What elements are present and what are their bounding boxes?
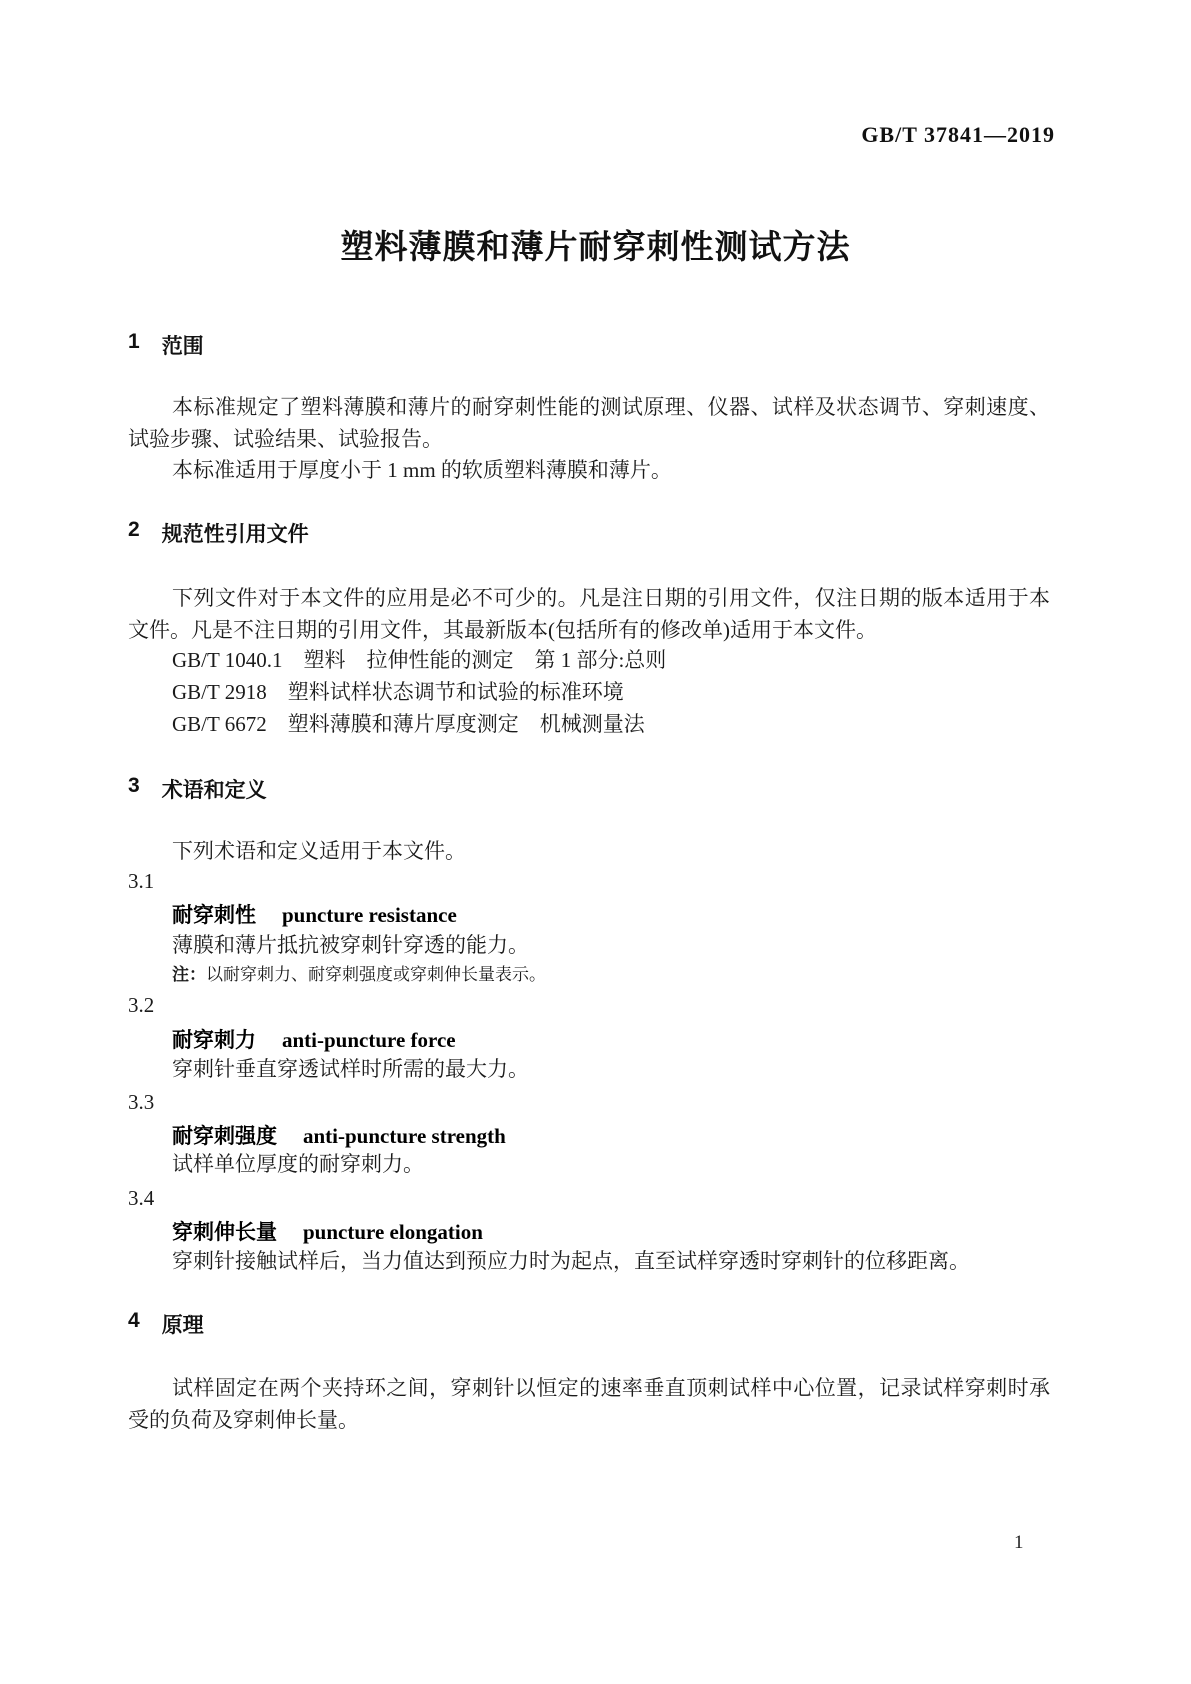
term-3-1-definition: 薄膜和薄片抵抗被穿刺针穿透的能力。 [172, 933, 529, 957]
section-4-title: 原理 [161, 1314, 204, 1337]
term-3-2-definition: 穿刺针垂直穿透试样时所需的最大力。 [172, 1057, 529, 1081]
section-3-heading [128, 774, 267, 804]
page-number: 1 [1014, 1532, 1024, 1553]
term-3-2-zh: 耐穿刺力 [172, 1029, 256, 1052]
section-4-number: 4 [128, 1309, 140, 1332]
section-1-paragraph-2: 本标准适用于厚度小于 1 mm 的软质塑料薄膜和薄片。 [172, 458, 672, 482]
section-2-paragraph-1: 下列文件对于本文件的应用是必不可少的。凡是注日期的引用文件，仅注日期的版本适用于本文件。凡是不注日期的引用文件，其最新版本(包括所有的修改单)适用于本文件。 [128, 586, 1050, 642]
term-3-4-zh: 穿刺伸长量 [172, 1221, 277, 1244]
document-title: 塑料薄膜和薄片耐穿刺性测试方法 [340, 228, 851, 265]
section-4-paragraph-1: 试样固定在两个夹持环之间，穿刺针以恒定的速率垂直顶刺试样中心位置，记录试样穿刺时承受的负荷及穿刺伸长量。 [128, 1376, 1050, 1432]
section-2-number: 2 [128, 518, 140, 541]
reference-gbt-6672: GB/T 6672 塑料薄膜和薄片厚度测定 机械测量法 [172, 712, 645, 736]
term-3-2-en: anti-puncture force [282, 1028, 456, 1052]
term-3-2-title [172, 1024, 456, 1054]
standard-code: GB/T 37841—2019 [861, 122, 1055, 147]
section-1-title: 范围 [161, 335, 204, 358]
term-3-1-number: 3.1 [128, 869, 155, 893]
section-4-heading [128, 1309, 204, 1339]
section-1-paragraph-1: 本标准规定了塑料薄膜和薄片的耐穿刺性能的测试原理、仪器、试样及状态调节、穿刺速度、试验步骤、试验结果、试验报告。 [128, 395, 1050, 451]
term-3-1-note [172, 962, 1050, 988]
reference-gbt-1040-1: GB/T 1040.1 塑料 拉伸性能的测定 第 1 部分:总则 [172, 648, 667, 672]
term-3-3-number: 3.3 [128, 1090, 155, 1114]
term-3-1-en: puncture resistance [282, 903, 457, 927]
reference-gbt-2918: GB/T 2918 塑料试样状态调节和试验的标准环境 [172, 680, 624, 704]
term-3-3-zh: 耐穿刺强度 [172, 1125, 277, 1148]
term-3-4-number: 3.4 [128, 1186, 155, 1210]
section-2-heading [128, 518, 309, 548]
term-3-1-zh: 耐穿刺性 [172, 904, 256, 927]
term-3-1-title [172, 899, 457, 929]
section-3-number: 3 [128, 774, 140, 797]
term-3-4-title [172, 1216, 483, 1246]
term-3-1-note-text: 以耐穿刺力、耐穿刺强度或穿刺伸长量表示。 [206, 965, 546, 984]
section-3-title: 术语和定义 [161, 779, 267, 802]
term-3-4-en: puncture elongation [303, 1220, 483, 1244]
section-2-title: 规范性引用文件 [161, 523, 309, 546]
term-3-3-definition: 试样单位厚度的耐穿刺力。 [172, 1152, 424, 1176]
section-1-heading [128, 330, 204, 360]
term-3-3-title [172, 1120, 506, 1150]
term-3-2-number: 3.2 [128, 993, 155, 1017]
term-3-3-en: anti-puncture strength [303, 1124, 506, 1148]
term-3-4-definition: 穿刺针接触试样后，当力值达到预应力时为起点，直至试样穿透时穿刺针的位移距离。 [172, 1249, 970, 1273]
term-3-1-note-label: 注： [172, 965, 206, 984]
section-1-number: 1 [128, 330, 140, 353]
section-3-intro: 下列术语和定义适用于本文件。 [172, 839, 466, 863]
